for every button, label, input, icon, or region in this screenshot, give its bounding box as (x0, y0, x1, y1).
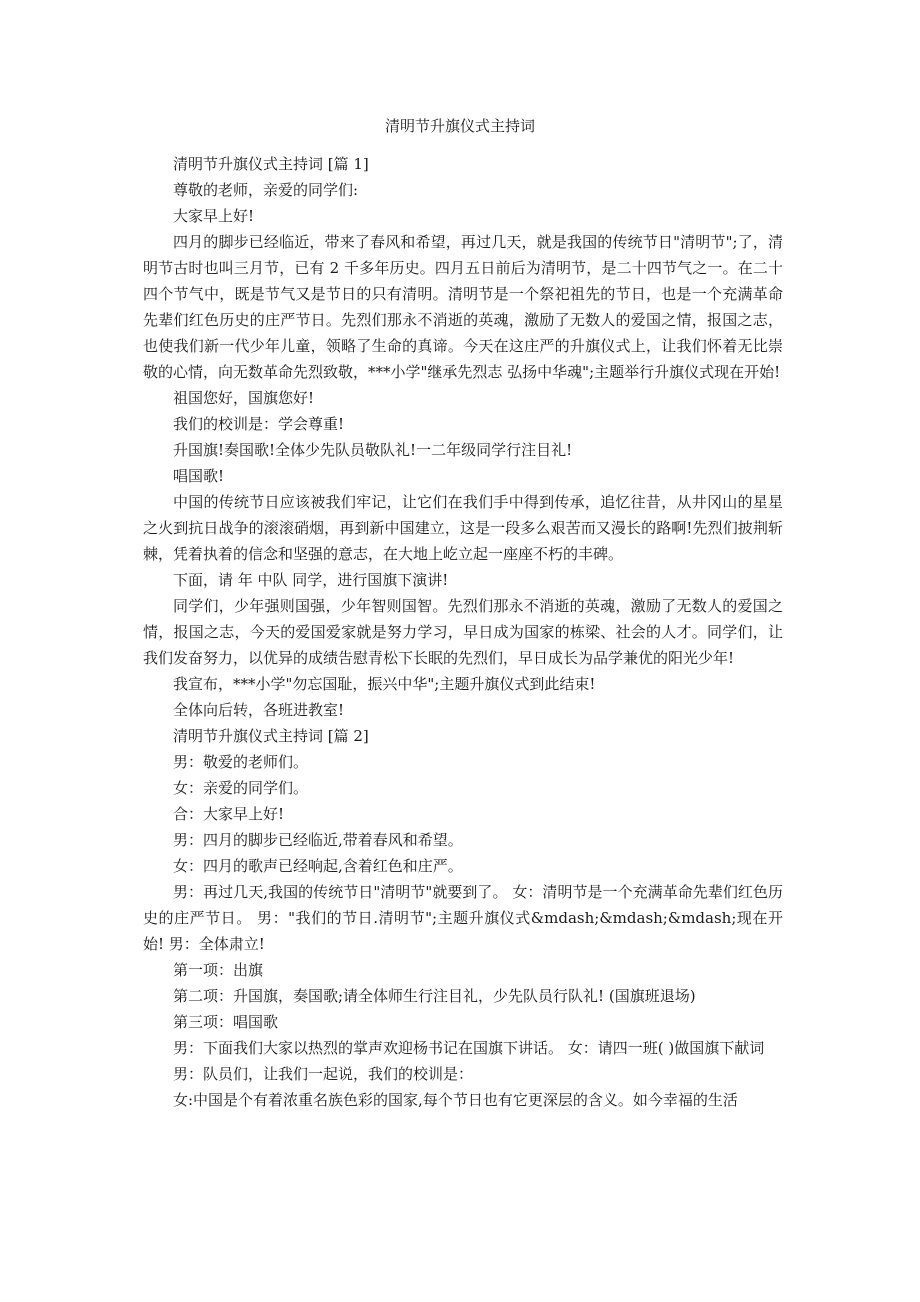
body-paragraph: 我们的校训是：学会尊重! (173, 415, 345, 433)
body-paragraph: 唱国歌! (173, 467, 225, 485)
body-paragraph: 全体向后转，各班进教室! (173, 701, 345, 719)
dialogue-line: 男：四月的脚步已经临近,带着春风和希望。 (173, 831, 463, 849)
program-item: 第一项：出旗 (173, 961, 264, 979)
dialogue-line: 女：四月的歌声已经响起,含着红色和庄严。 (173, 857, 463, 875)
heading-part-2: 清明节升旗仪式主持词 [篇 2] (173, 727, 369, 745)
dialogue-line: 男：下面我们大家以热烈的掌声欢迎杨书记在国旗下讲话。 女：请四一班( )做国旗下献词 (173, 1039, 765, 1057)
dialogue-line: 女:中国是个有着浓重名族色彩的国家,每个节日也有它更深层的含义。如今幸福的生活 (173, 1091, 738, 1109)
body-paragraph: 下面，请 年 中队 同学，进行国旗下演讲! (173, 571, 449, 589)
heading-part-1: 清明节升旗仪式主持词 [篇 1] (173, 155, 369, 173)
dialogue-line: 男：再过几天,我国的传统节日"清明节"就要到了。 女：清明节是一个充满革命先辈们红色历史的庄严节日。 男："我们的节日.清明节";主题升旗仪式&mdash;&mdash;&mdash;现在开始! 男：全体肃立! (143, 883, 783, 953)
dialogue-line: 男：敬爱的老师们。 (173, 753, 309, 771)
greeting-line: 大家早上好! (173, 207, 255, 225)
body-paragraph: 升国旗!奏国歌!全体少先队员敬队礼!一二年级同学行注目礼! (173, 441, 573, 459)
body-paragraph: 祖国您好，国旗您好! (173, 389, 315, 407)
program-item: 第二项：升国旗，奏国歌;请全体师生行注目礼，少先队员行队礼! (国旗班退场) (173, 987, 696, 1005)
body-paragraph: 我宣布，***小学"勿忘国耻，振兴中华";主题升旗仪式到此结束! (173, 675, 596, 693)
dialogue-line: 女：亲爱的同学们。 (173, 779, 309, 797)
body-paragraph: 同学们，少年强则国强，少年智则国智。先烈们那永不消逝的英魂，激励了无数人的爱国之情，报国之志，今天的爱国爱家就是努力学习，早日成为国家的栋梁、社会的人才。同学们，让我们发奋努力，以优异的成绩告慰青松下长眠的先烈们，早日成长为品学兼优的阳光少年! (143, 597, 783, 667)
body-paragraph: 中国的传统节日应该被我们牢记，让它们在我们手中得到传承，追忆往昔，从井冈山的星星之火到抗日战争的滚滚硝烟，再到新中国建立，这是一段多么艰苦而又漫长的路啊!先烈们披荆斩棘，凭着执着的信念和坚强的意志，在大地上屹立起一座座不朽的丰碑。 (143, 493, 783, 563)
body-paragraph: 四月的脚步已经临近，带来了春风和希望，再过几天，就是我国的传统节日"清明节";了，清明节古时也叫三月节，已有 2 千多年历史。四月五日前后为清明节，是二十四节气之一。在二十四个节气中，既是节气又是节日的只有清明。清明节是一个祭祀祖先的节日，也是一个充满革命先辈们红色历史的庄严节日。先烈们那永不消逝的英魂，激励了无数人的爱国之情，报国之志，也使我们新一代少年儿童，领略了生命的真谛。今天在这庄严的升旗仪式上，让我们怀着无比崇敬的心情，向无数革命先烈致敬，***小学"继承先烈志 弘扬中华魂";主题举行升旗仪式现在开始! (143, 233, 783, 381)
greeting-line: 尊敬的老师，亲爱的同学们: (173, 181, 359, 199)
dialogue-line: 男：队员们，让我们一起说，我们的校训是： (173, 1065, 474, 1083)
dialogue-line: 合：大家早上好! (173, 805, 285, 823)
document-body (143, 151, 783, 1113)
document-title: 清明节升旗仪式主持词 (384, 117, 535, 135)
program-item: 第三项：唱国歌 (173, 1013, 279, 1031)
